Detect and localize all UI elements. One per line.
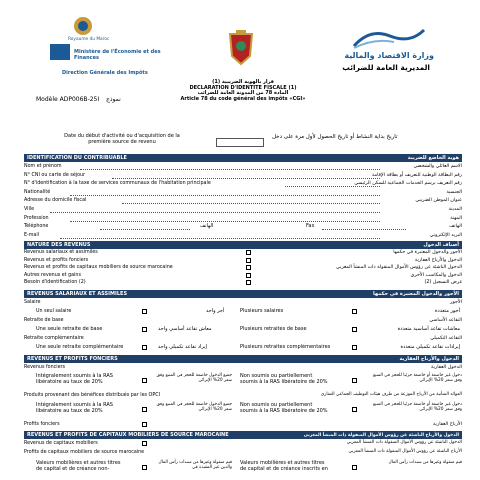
date-fr-line1: Date du début d'activité ou d'acquisition de la (64, 133, 180, 139)
val2-block (240, 461, 350, 472)
plus-retraites-fr: Plusieurs retraites de base (240, 326, 307, 332)
une-compl-ar: إيراد تقاعد تكميلي واحد (158, 344, 207, 350)
rev-capitaux-row (24, 441, 462, 446)
retraite-ar: التقاعد الأساسي (429, 318, 462, 323)
compl-fr: Retraite complémentaire (24, 336, 84, 341)
nature-checkbox[interactable] (246, 258, 251, 263)
rev-capitaux-checkbox[interactable] (142, 441, 147, 446)
val-block (36, 461, 136, 472)
nature-label-ar: الدخول والمكاسب الأخرى (410, 272, 462, 278)
fax-field[interactable] (322, 229, 406, 230)
plus-compl-checkbox[interactable] (352, 345, 357, 350)
ident-input-field[interactable] (112, 178, 380, 179)
plus-retraites-checkbox[interactable] (352, 327, 357, 332)
rev-capitaux-ar: الدخول الناشئة عن رؤوس الأموال المنقولة ذات المنشأ المغربي (346, 440, 462, 445)
prof-capitaux-row (24, 450, 462, 455)
nature-label-fr: Revenus et profits de capitaux mobiliers de source marocaine (24, 265, 173, 271)
compl-ar: التقاعد التكميلي (430, 336, 462, 341)
ident-input-field[interactable] (60, 238, 380, 239)
non-soumis2-fr2: soumis à la RAS libératoire de 20% (240, 407, 328, 414)
non-soumis-block (240, 374, 350, 385)
val2-fr2: de capital et de créance inscrits en (240, 465, 328, 472)
retraite-fr: Retraite de base (24, 318, 64, 323)
nature-row (24, 280, 462, 285)
moroccan-seal-left (70, 15, 96, 37)
ident-label-fr: N° CNI ou carte de séjour (24, 172, 86, 178)
nature-label-fr: Revenus et profits fonciers (24, 257, 89, 263)
ident-label-fr: Téléphone (24, 224, 49, 230)
ident-label-ar: الجنسية (446, 189, 462, 195)
val2-ar: قيم منقولة وغيرها من سندات رأس المال (388, 460, 462, 465)
nature-row (24, 250, 462, 255)
date-fr-line2: première source de revenu (88, 138, 156, 145)
profits-fonciers-ar: الأرباح العقارية (432, 422, 462, 427)
val-ar: قيم منقولة وغيرها من سندات رأس المال والدين غير المقيدة في (158, 460, 232, 470)
nature-row (24, 265, 462, 270)
section-capitaux (24, 431, 462, 439)
nature-checkbox[interactable] (246, 280, 251, 285)
nature-checkbox[interactable] (246, 250, 251, 255)
ident-label-fr: N° d'identification à la taxe de services communaux de l'habitation principale (24, 181, 211, 187)
section-capitaux-ar: الدخول والأرباح الناشئة عن رؤوس الأموال المنقولة ذات المنشأ المغربي (303, 432, 459, 438)
ministry-fr: Ministère de l'Économie et des Finances (74, 49, 161, 61)
profits-fonciers-checkbox[interactable] (142, 422, 147, 427)
section-fonciers (24, 355, 462, 363)
produits-row (24, 393, 462, 398)
article-ar: المادة 78 من المدونة العامة للضرائب (197, 90, 289, 96)
val2-fr1: Valeurs mobilières et autres titres (240, 460, 325, 466)
nature-label-ar: غرض التسجيل (2) (424, 280, 462, 286)
salaire-row (24, 300, 462, 305)
plus-compl-fr: Plusieurs retraites complémentaires (240, 344, 331, 350)
phone-field[interactable] (100, 229, 190, 230)
article-fr: Article 78 du code général des impôts «CGI» (180, 95, 306, 102)
section-salariaux (24, 290, 462, 298)
nature-label-fr: Autres revenus et gains (24, 272, 81, 278)
nature-checkbox[interactable] (246, 265, 251, 270)
ident-label-fr: Nationalité (24, 189, 51, 195)
ident-input-field[interactable] (80, 169, 380, 170)
une-retraite-checkbox[interactable] (142, 327, 147, 332)
une-retraite-ar: معاش تقاعد أساسي واحد (158, 326, 212, 332)
date-label-fr (32, 134, 212, 145)
section-salariaux-ar: الأجور والدخول المعتبرة في حكمها (373, 291, 459, 297)
produits-fr: Produits provenant des bénéfices distribués par les OPCI (24, 393, 160, 398)
int-soumis2-fr2: libératoire au taux de 20% (36, 407, 103, 414)
int-soumis-checkbox[interactable] (142, 378, 147, 383)
nature-label-fr: Besoin d'identification (2) (24, 280, 86, 286)
ministry-logo-right (350, 26, 428, 50)
val-checkbox[interactable] (142, 465, 147, 470)
retraite-row (24, 318, 462, 323)
compl-row (24, 336, 462, 341)
ident-label-ar: رقم التعريف برسم الخدمات الجماعية للسكن الرئيسي (354, 181, 462, 187)
section-fonciers-fr: REVENUS ET PROFITS FONCIERS (27, 356, 118, 362)
int-soumis2-ar: جميع الدخول خاضعة للحجز في المنبع وفق سعر 20% الإبرائي (156, 402, 232, 412)
nature-label-ar: الأجور والدخول المعتبرة في حكمها (393, 250, 462, 255)
int-soumis2-block (36, 403, 136, 414)
section-identification-fr: IDENTIFICATION DU CONTRIBUABLE (27, 155, 127, 161)
section-nature (24, 241, 462, 249)
rev-fonciers-fr: Revenus fonciers (24, 365, 66, 370)
ident-input-field[interactable] (50, 212, 380, 213)
nature-label-fr: Revenus salariaux et assimilés (24, 250, 98, 255)
int-soumis2-checkbox[interactable] (142, 407, 147, 412)
section-identification-ar: هوية الخاضع للضريبة (407, 155, 459, 161)
nature-row (24, 273, 462, 278)
int-soumis-fr1: Intégralement soumis à la RAS (36, 373, 113, 379)
section-nature-ar: أصناف الدخول (423, 242, 459, 248)
ident-label-ar: الهاتف (449, 224, 462, 230)
non-soumis-checkbox[interactable] (352, 378, 357, 383)
plus-compl-ar: إيرادات تقاعد تكميلي متعددة (400, 344, 460, 350)
nature-label-ar: الدخول الناشئة عن رؤوس الأموال المنقولة ذات المنشأ المغربي (336, 265, 462, 271)
dgi-ar: المديرية العامة للضرائب (342, 63, 430, 72)
plus-retraites-ar: معاشات تقاعد أساسية متعددة (397, 326, 460, 332)
salaire-fr: Salaire (24, 300, 41, 305)
prof-capitaux-fr: Profits de capitaux mobiliers de source marocaine (24, 450, 145, 455)
une-compl-checkbox[interactable] (142, 345, 147, 350)
coat-of-arms (222, 28, 260, 68)
dgi-fr: Direction Générale des Impôts (62, 70, 148, 76)
int-soumis2-fr1: Intégralement soumis à la RAS (36, 402, 113, 408)
non-soumis-ar: دخول غير خاضعة أو خاضعة جزئيا للحجز في المنبع وفق سعر 20% الإبرائي (373, 373, 462, 383)
section-capitaux-fr: REVENUS ET PROFITS DE CAPITAUX MOBILIERS DE SOURCE MAROCAINE (27, 432, 229, 438)
title-fr: DECLARATION D'IDENTITE FISCALE (1) (189, 84, 297, 91)
non-soumis2-ar: دخول غير خاضعة أو خاضعة جزئيا للحجز في المنبع وفق سعر 20% الإبرائي (373, 402, 462, 412)
val-fr1: Valeurs mobilières et autres titres (36, 460, 121, 466)
profits-fonciers-row (24, 422, 462, 427)
rev-capitaux-fr: Revenus de capitaux mobiliers (24, 441, 98, 446)
prof-capitaux-ar: الأرباح الناشئة عن رؤوس الأموال المنقولة ذات المنشأ المغربي (348, 449, 462, 454)
profits-fonciers-fr: Profits fonciers (24, 422, 60, 427)
int-soumis-block (36, 374, 136, 385)
non-soumis2-checkbox[interactable] (352, 407, 357, 412)
un-seul-salaire-checkbox[interactable] (142, 309, 147, 314)
section-fonciers-ar: الدخول والأرباح العقارية (399, 356, 459, 362)
non-soumis-fr2: soumis à la RAS libératoire de 20% (240, 378, 328, 385)
ident-input-field[interactable] (70, 221, 380, 222)
plusieurs-salaires-checkbox[interactable] (352, 309, 357, 314)
section-salariaux-fr: REVENUS SALARIAUX ET ASSIMILES (27, 291, 128, 297)
non-soumis2-fr1: Non soumis ou partiellement (240, 402, 313, 408)
ident-input-field[interactable] (285, 186, 380, 187)
rev-fonciers-ar: الدخول العقارية (431, 365, 462, 370)
date-label-ar: تاريخ بداية النشاط أو تاريخ الحصول لأول مرة على دخل (272, 134, 398, 140)
non-soumis2-block (240, 403, 350, 414)
ident-label-fr: Profession (24, 215, 49, 221)
nature-label-ar: الدخول والأرباح العقارية (414, 257, 462, 263)
phone-ar-mid: الهاتف (200, 223, 214, 230)
ident-label-ar: المدينة (448, 207, 462, 212)
ident-input-field[interactable] (122, 203, 380, 204)
date-field[interactable] (216, 138, 264, 147)
ident-row (24, 181, 462, 186)
ident-label-fr: Adresse du domicile fiscal (24, 198, 87, 204)
ident-label-ar: الاسم العائلي والشخصي (413, 164, 462, 169)
int-soumis-ar: جميع الدخول خاضعة للحجز في المنبع وفق سعر 20% الإبرائي (156, 373, 232, 383)
salaire-ar: الأجور (450, 300, 462, 305)
une-retraite-fr: Une seule retraite de base (36, 326, 103, 332)
title-ar: قرار بالهوية الضريبية (1) (212, 79, 274, 85)
val2-checkbox[interactable] (352, 465, 357, 470)
nature-checkbox[interactable] (246, 273, 251, 278)
un-seul-salaire-ar: أجر واحد (206, 308, 225, 314)
produits-ar: العوائد المتأتية من الأرباح الموزعة من طرف هيئات التوظيف الجماعي العقاري (320, 392, 462, 397)
ident-label-ar: المهنة (450, 215, 462, 221)
royaume-caption: Royaume du Maroc (68, 37, 110, 42)
ministry-logo-left (50, 44, 70, 60)
non-soumis-fr1: Non soumis ou partiellement (240, 373, 313, 379)
section-identification (24, 154, 462, 162)
rev-fonciers-row (24, 365, 462, 370)
int-soumis-fr2: libératoire au taux de 20% (36, 378, 103, 385)
plusieurs-salaires-ar: أجور متعددة (434, 308, 460, 314)
val-fr2: de capital et de créance non- (36, 465, 110, 472)
nature-row (24, 258, 462, 263)
section-nature-fr: NATURE DES REVENUS (27, 242, 91, 248)
ident-label-ar: عنوان الموطن الضريبي (415, 198, 462, 204)
ident-label-fr: E-mail (24, 232, 40, 238)
ministry-ar: وزارة الاقتصاد والمالية (344, 51, 434, 60)
ident-label-fr: Nom et prénom (24, 164, 62, 169)
ident-label-ar: البريد الإلكتروني (429, 232, 462, 238)
model-ar: نموذج (106, 96, 121, 103)
title-box (148, 80, 338, 102)
ident-label-fr: Ville (24, 207, 35, 212)
plusieurs-salaires-fr: Plusieurs salaires (240, 308, 284, 314)
fax-label-fr: Fax (306, 223, 315, 230)
ident-input-field[interactable] (70, 195, 380, 196)
un-seul-salaire-fr: Un seul salaire (36, 309, 72, 314)
model-code: Modèle ADP006B-25I (36, 96, 100, 103)
une-compl-fr: Une seule retraite complémentaire (36, 344, 124, 350)
ident-label-ar: رقم البطاقة الوطنية للتعريف أو بطاقة الإقامة (372, 172, 462, 178)
